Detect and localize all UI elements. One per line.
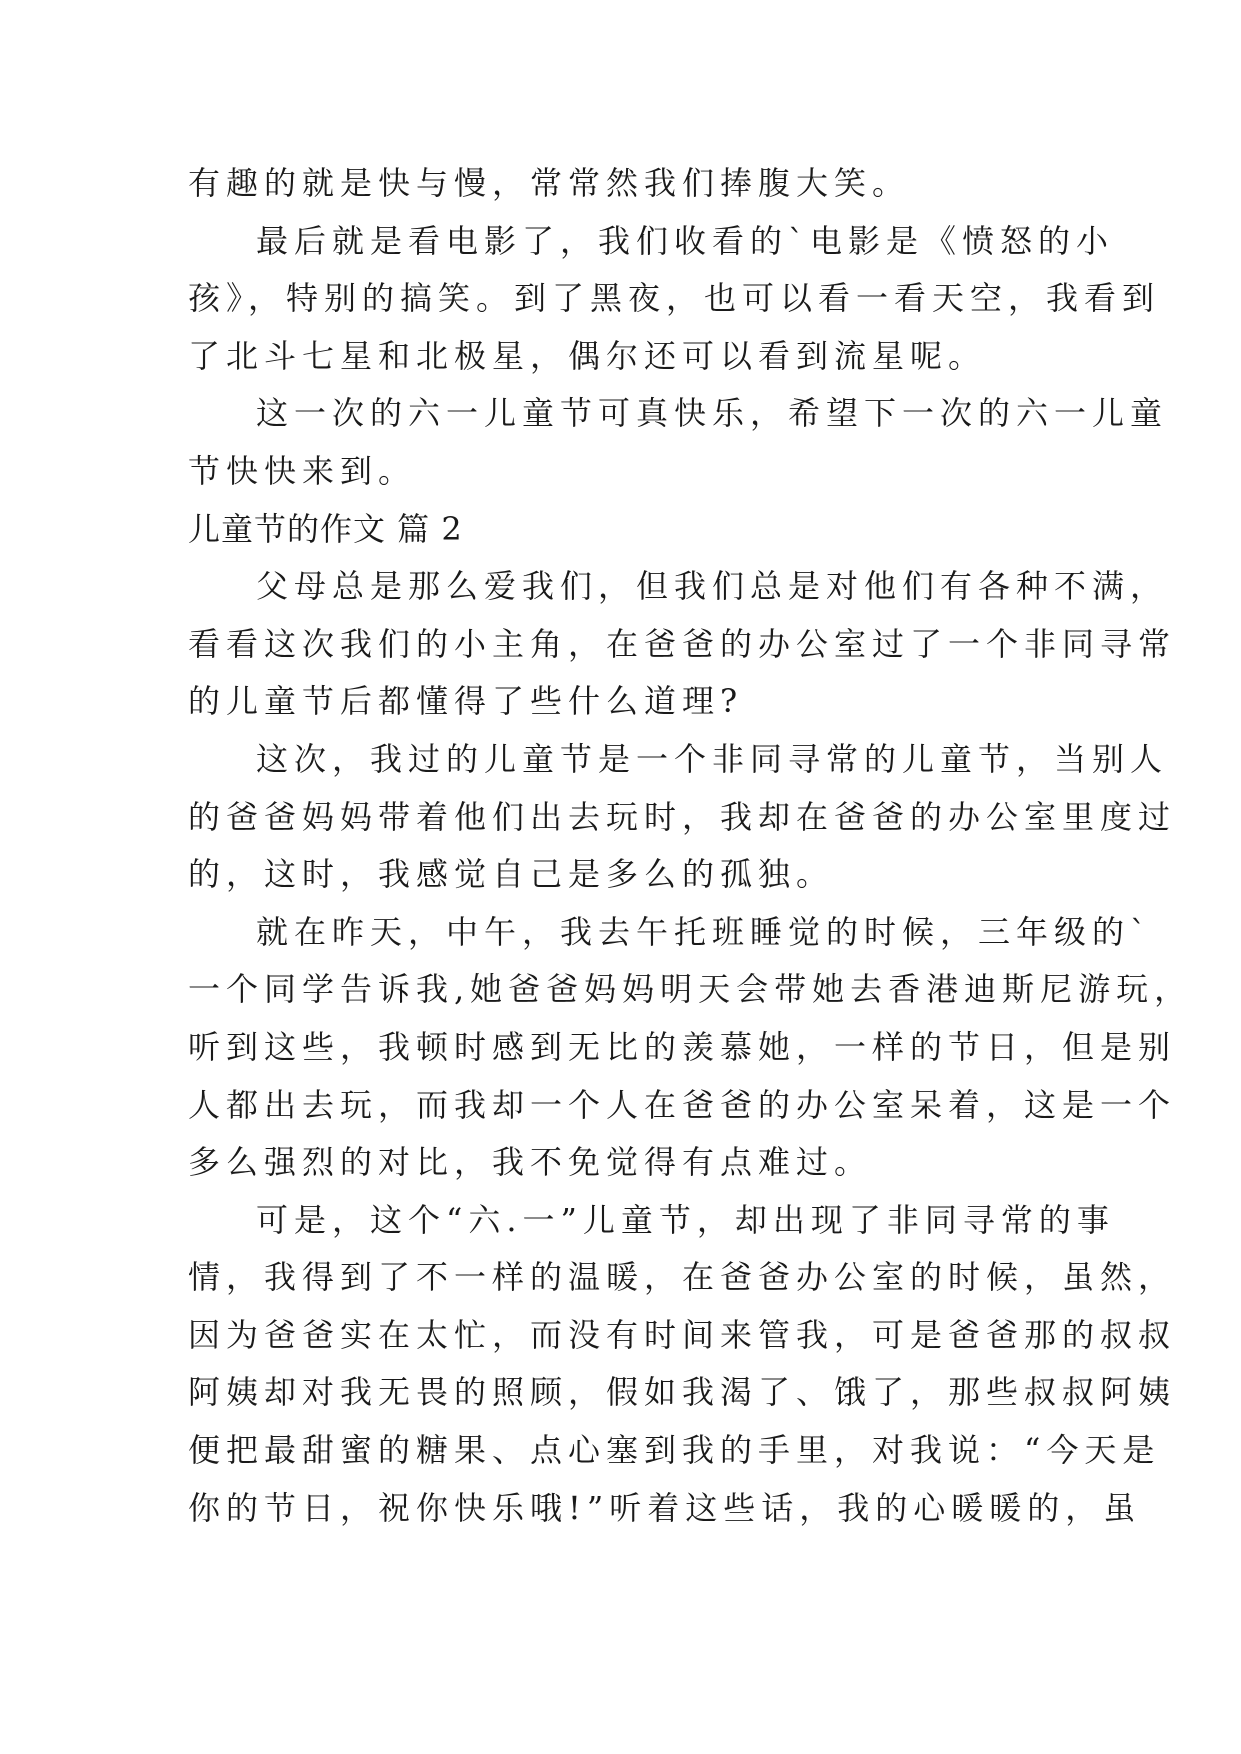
text-line: 节快快来到。 [188, 451, 417, 490]
text-line: 听到这些，我顿时感到无比的羡慕她，一样的节日，但是别 [188, 1027, 1177, 1066]
text-line: 的儿童节后都懂得了些什么道理? [188, 682, 744, 721]
text-line: 看看这次我们的小主角，在爸爸的办公室过了一个非同寻常 [188, 624, 1177, 663]
text-line: 阿姨却对我无畏的照顾，假如我渴了、饿了，那些叔叔阿姨 [188, 1373, 1177, 1412]
text-line: 多么强烈的对比，我不免觉得有点难过。 [188, 1143, 873, 1182]
paragraph-start-line: 这次，我过的儿童节是一个非同寻常的儿童节，当别人 [256, 739, 1169, 778]
text-line: 有趣的就是快与慢，常常然我们捧腹大笑。 [188, 164, 911, 202]
paragraph-start-line: 就在昨天，中午，我去午托班睡觉的时候，三年级的` [256, 912, 1153, 951]
section-heading: 儿童节的作文 篇 2 [188, 509, 463, 548]
text-line: 孩》，特别的搞笑。到了黑夜，也可以看一看天空，我看到 [188, 279, 1161, 318]
text-line: 你的节日，祝你快乐哦!”听着这些话，我的心暖暖的，虽 [188, 1488, 1142, 1527]
paragraph-start-line: 父母总是那么爱我们，但我们总是对他们有各种不满， [256, 567, 1169, 606]
text-line: 的，这时，我感觉自己是多么的孤独。 [188, 855, 835, 894]
text-line: 的爸爸妈妈带着他们出去玩时，我却在爸爸的办公室里度过 [188, 797, 1177, 836]
text-line: 便把最甜蜜的糖果、点心塞到我的手里，对我说：“今天是 [188, 1431, 1161, 1470]
text-line: 因为爸爸实在太忙，而没有时间来管我，可是爸爸那的叔叔 [188, 1315, 1177, 1354]
text-line: 一个同学告诉我,她爸爸妈妈明天会带她去香港迪斯尼游玩， [188, 970, 1193, 1009]
document-page [188, 155, 1193, 1537]
text-line: 人都出去玩，而我却一个人在爸爸的办公室呆着，这是一个 [188, 1085, 1177, 1124]
paragraph-start-line: 最后就是看电影了，我们收看的`电影是《愤怒的小 [256, 221, 1115, 260]
text-line: 了北斗七星和北极星，偶尔还可以看到流星呢。 [188, 336, 987, 375]
paragraph-start-line: 可是，这个“六.一”儿童节，却出现了非同寻常的事 [256, 1200, 1115, 1239]
paragraph-start-line: 这一次的六一儿童节可真快乐，希望下一次的六一儿童 [256, 394, 1169, 433]
text-line: 情，我得到了不一样的温暖，在爸爸办公室的时候，虽然， [188, 1258, 1177, 1297]
